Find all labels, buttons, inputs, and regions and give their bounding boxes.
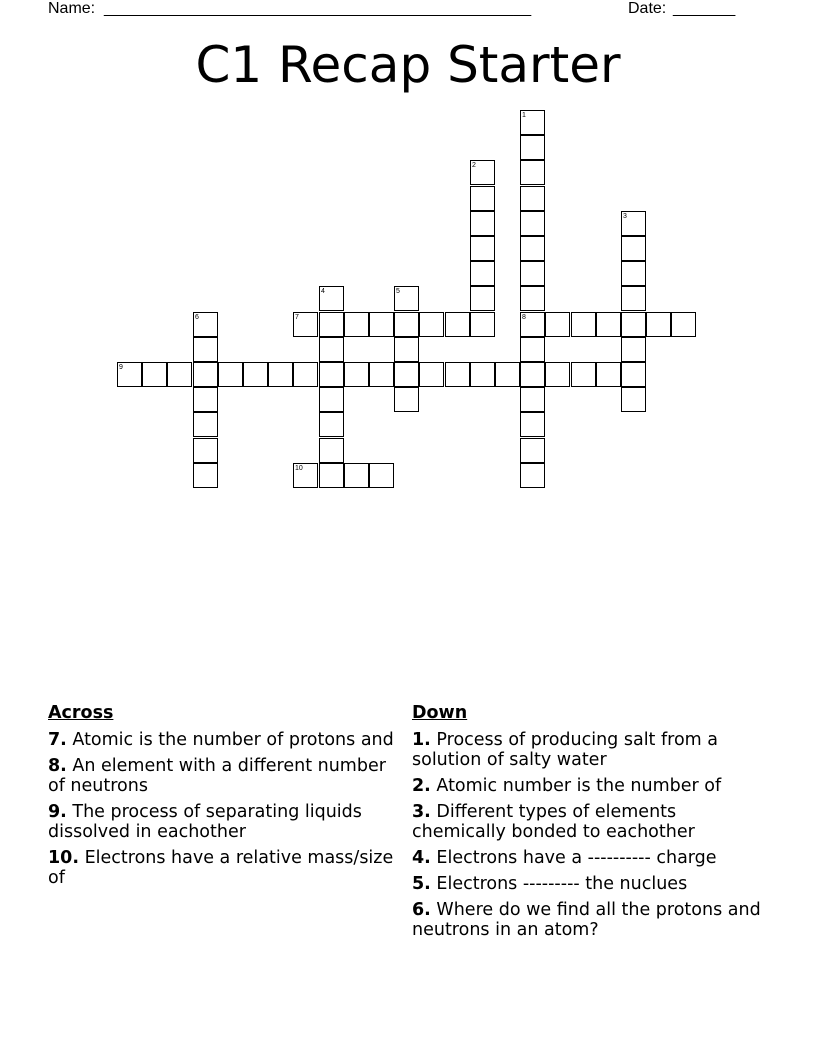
clue-item: [412, 776, 762, 796]
grid-cell[interactable]: [520, 337, 545, 362]
grid-cell[interactable]: [520, 135, 545, 160]
grid-cell[interactable]: [394, 286, 419, 311]
grid-cell[interactable]: [419, 312, 444, 337]
name-field[interactable]: ________________________________________________: [104, 0, 532, 17]
grid-cell[interactable]: [470, 261, 495, 286]
grid-cell[interactable]: [193, 412, 218, 437]
clue-text: Different types of elements chemically bonded to eachother: [412, 802, 695, 842]
grid-cell[interactable]: [394, 387, 419, 412]
clue-text: Atomic number is the number of: [436, 776, 722, 796]
clue-number: 4.: [412, 848, 431, 868]
clue-item: [412, 730, 762, 770]
grid-cell[interactable]: [545, 362, 570, 387]
grid-cell[interactable]: [142, 362, 167, 387]
grid-cell[interactable]: [193, 438, 218, 463]
clue-item: [48, 756, 398, 796]
grid-cell[interactable]: [167, 362, 192, 387]
grid-cell[interactable]: [193, 312, 218, 337]
grid-cell[interactable]: [344, 362, 369, 387]
clue-item: [412, 848, 762, 868]
cell-number: 7: [295, 314, 299, 321]
grid-cell[interactable]: [520, 463, 545, 488]
grid-cell[interactable]: [319, 438, 344, 463]
grid-cell[interactable]: [520, 110, 545, 135]
grid-cell[interactable]: [470, 312, 495, 337]
clue-number: 7.: [48, 730, 67, 750]
grid-cell[interactable]: [671, 312, 696, 337]
grid-cell[interactable]: [394, 362, 419, 387]
clue-number: 10.: [48, 848, 80, 868]
clue-item: [412, 900, 762, 940]
grid-cell[interactable]: [193, 337, 218, 362]
cell-number: 8: [522, 314, 526, 321]
cell-number: 10: [295, 465, 303, 472]
grid-cell[interactable]: [344, 312, 369, 337]
cell-number: 9: [119, 364, 123, 371]
cell-number: 3: [623, 213, 627, 220]
clue-text: Process of producing salt from a solution of salty water: [412, 730, 718, 770]
grid-cell[interactable]: [268, 362, 293, 387]
grid-cell[interactable]: [520, 312, 545, 337]
clue-item: [48, 802, 398, 842]
grid-cell[interactable]: [520, 387, 545, 412]
clue-item: [412, 874, 762, 894]
grid-cell[interactable]: [193, 463, 218, 488]
cell-number: 5: [396, 288, 400, 295]
grid-cell[interactable]: [319, 463, 344, 488]
grid-cell[interactable]: [470, 236, 495, 261]
date-field[interactable]: _______: [673, 0, 736, 17]
down-heading: Down: [412, 703, 468, 723]
across-heading: Across: [48, 703, 114, 723]
grid-cell[interactable]: [193, 362, 218, 387]
clue-number: 9.: [48, 802, 67, 822]
cell-number: 6: [195, 314, 199, 321]
grid-cell[interactable]: [394, 312, 419, 337]
grid-cell[interactable]: [470, 186, 495, 211]
clue-text: Electrons have a relative mass/size of: [48, 848, 394, 888]
clue-item: [48, 730, 398, 750]
grid-cell[interactable]: [596, 362, 621, 387]
down-clues: [412, 702, 762, 946]
grid-cell[interactable]: [470, 211, 495, 236]
grid-cell[interactable]: [621, 362, 646, 387]
grid-cell[interactable]: [596, 312, 621, 337]
grid-cell[interactable]: [445, 312, 470, 337]
grid-cell[interactable]: [520, 261, 545, 286]
clue-number: 2.: [412, 776, 431, 796]
grid-cell[interactable]: [319, 286, 344, 311]
clue-number: 1.: [412, 730, 431, 750]
grid-cell[interactable]: [621, 286, 646, 311]
clue-text: The process of separating liquids dissolved in eachother: [48, 802, 362, 842]
grid-cell[interactable]: [369, 463, 394, 488]
grid-cell[interactable]: [520, 160, 545, 185]
grid-cell[interactable]: [520, 412, 545, 437]
grid-cell[interactable]: [243, 362, 268, 387]
page-title: C1 Recap Starter: [195, 36, 621, 94]
grid-cell[interactable]: [495, 362, 520, 387]
grid-cell[interactable]: [445, 362, 470, 387]
grid-cell[interactable]: [319, 312, 344, 337]
grid-cell[interactable]: [193, 387, 218, 412]
clue-text: Electrons --------- the nuclues: [436, 874, 688, 894]
cell-number: 4: [321, 288, 325, 295]
grid-cell[interactable]: [470, 160, 495, 185]
grid-cell[interactable]: [293, 463, 318, 488]
grid-cell[interactable]: [293, 362, 318, 387]
grid-cell[interactable]: [520, 211, 545, 236]
grid-cell[interactable]: [218, 362, 243, 387]
grid-cell[interactable]: [520, 236, 545, 261]
clue-item: [412, 802, 762, 842]
grid-cell[interactable]: [319, 387, 344, 412]
grid-cell[interactable]: [621, 261, 646, 286]
grid-cell[interactable]: [571, 362, 596, 387]
grid-cell[interactable]: [344, 463, 369, 488]
grid-cell[interactable]: [621, 387, 646, 412]
crossword-grid: [0, 0, 816, 500]
name-label: Name:: [48, 0, 96, 17]
grid-cell[interactable]: [117, 362, 142, 387]
grid-cell[interactable]: [394, 337, 419, 362]
grid-cell[interactable]: [621, 211, 646, 236]
clue-number: 6.: [412, 900, 431, 920]
grid-cell[interactable]: [646, 312, 671, 337]
grid-cell[interactable]: [571, 312, 596, 337]
clue-text: An element with a different number of neutrons: [48, 756, 386, 796]
grid-cell[interactable]: [470, 286, 495, 311]
grid-cell[interactable]: [520, 286, 545, 311]
clue-text: Electrons have a ---------- charge: [436, 848, 717, 868]
clue-number: 3.: [412, 802, 431, 822]
across-clues: [48, 702, 398, 894]
grid-cell[interactable]: [520, 186, 545, 211]
grid-cell[interactable]: [520, 362, 545, 387]
grid-cell[interactable]: [419, 362, 444, 387]
clue-number: 5.: [412, 874, 431, 894]
clue-number: 8.: [48, 756, 67, 776]
grid-cell[interactable]: [621, 312, 646, 337]
grid-cell[interactable]: [545, 312, 570, 337]
grid-cell[interactable]: [621, 337, 646, 362]
clue-text: Where do we find all the protons and neutrons in an atom?: [412, 900, 761, 940]
grid-cell[interactable]: [369, 312, 394, 337]
grid-cell[interactable]: [621, 236, 646, 261]
grid-cell[interactable]: [319, 362, 344, 387]
grid-cell[interactable]: [520, 438, 545, 463]
clue-item: [48, 848, 398, 888]
cell-number: 1: [522, 112, 526, 119]
grid-cell[interactable]: [369, 362, 394, 387]
date-label: Date:: [628, 0, 667, 17]
grid-cell[interactable]: [470, 362, 495, 387]
grid-cell[interactable]: [319, 412, 344, 437]
clue-text: Atomic is the number of protons and: [72, 730, 394, 750]
grid-cell[interactable]: [293, 312, 318, 337]
cell-number: 2: [472, 162, 476, 169]
grid-cell[interactable]: [319, 337, 344, 362]
